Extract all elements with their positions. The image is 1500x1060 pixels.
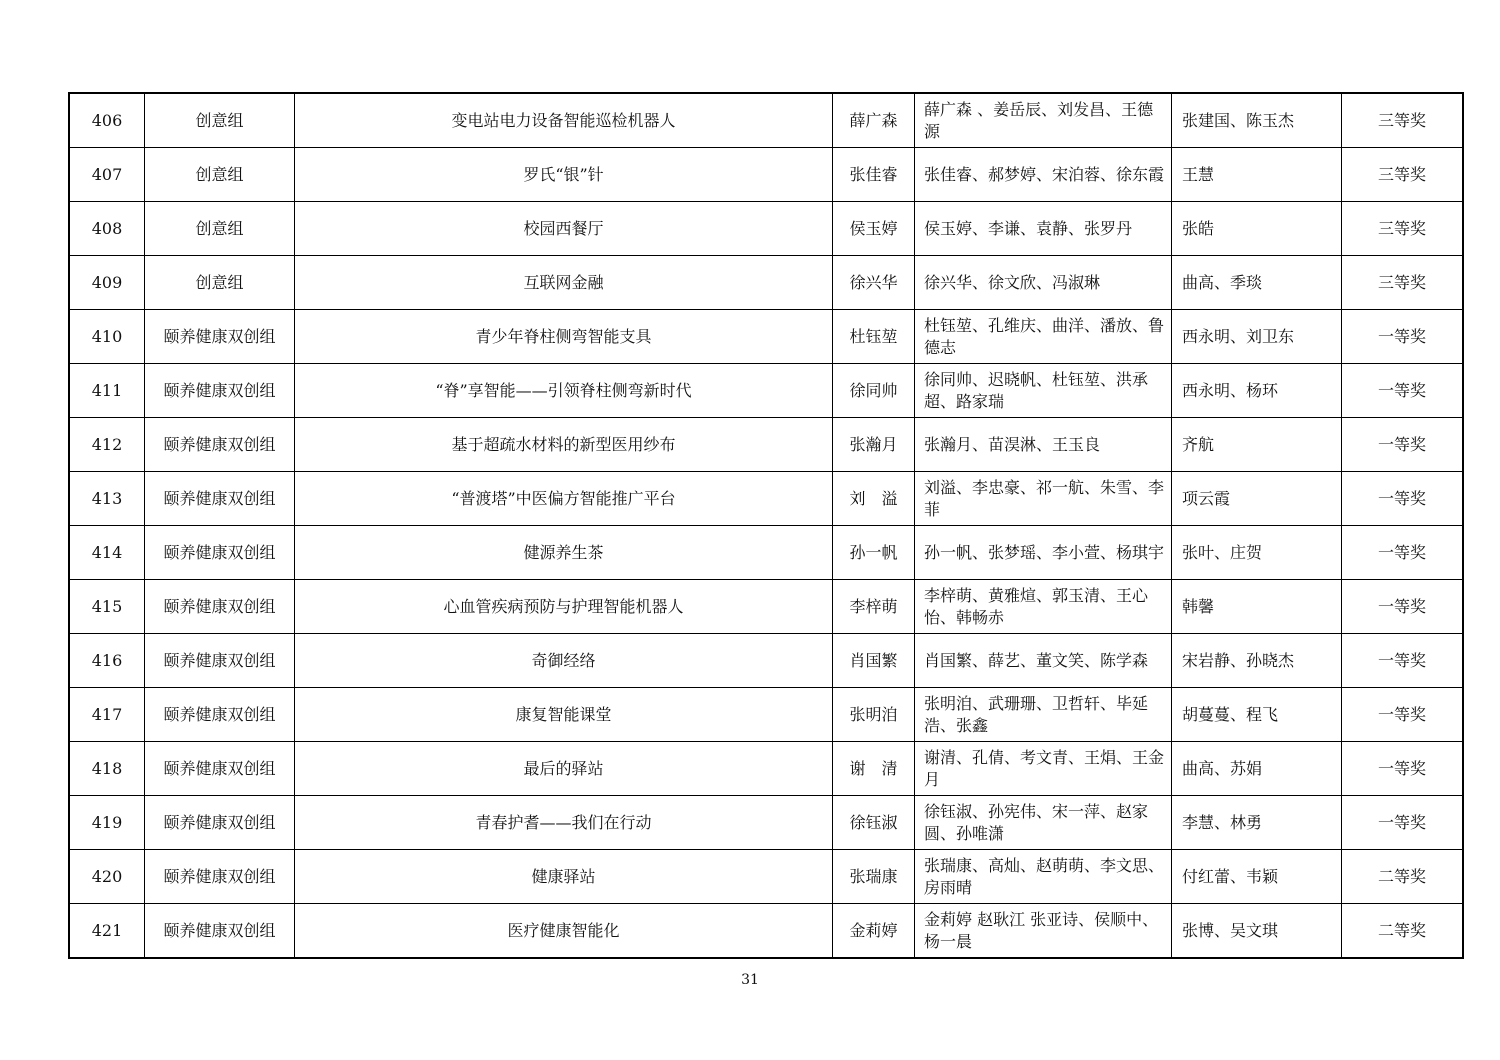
award-cell: 一等奖 [1342,364,1464,418]
table-row [69,418,1463,472]
category-cell: 颐养健康双创组 [145,634,295,688]
award-cell: 一等奖 [1342,472,1464,526]
entry-number: 407 [69,148,145,202]
category-cell: 颐养健康双创组 [145,796,295,850]
category-cell: 颐养健康双创组 [145,418,295,472]
project-name-cell: 健康驿站 [295,850,833,904]
table-row [69,526,1463,580]
advisor-cell: 王慧 [1172,148,1342,202]
entry-number: 406 [69,93,145,148]
award-cell: 三等奖 [1342,202,1464,256]
award-cell: 一等奖 [1342,310,1464,364]
category-cell: 颐养健康双创组 [145,742,295,796]
project-name-cell: “普渡塔”中医偏方智能推广平台 [295,472,833,526]
award-cell: 一等奖 [1342,688,1464,742]
leader-cell: 金莉婷 [833,904,915,959]
members-cell: 薛广森 、姜岳辰、刘发昌、王德源 [915,93,1172,148]
leader-cell: 张瑞康 [833,850,915,904]
table-row [69,472,1463,526]
project-name-cell: “脊”享智能——引领脊柱侧弯新时代 [295,364,833,418]
leader-cell: 李梓萌 [833,580,915,634]
project-name-cell: 医疗健康智能化 [295,904,833,959]
award-cell: 二等奖 [1342,904,1464,959]
page-number: 31 [741,972,759,988]
entry-number: 409 [69,256,145,310]
table-row [69,904,1463,959]
advisor-cell: 曲高、季琰 [1172,256,1342,310]
project-name-cell: 最后的驿站 [295,742,833,796]
category-cell: 创意组 [145,202,295,256]
project-name-cell: 青少年脊柱侧弯智能支具 [295,310,833,364]
leader-cell: 徐钰淑 [833,796,915,850]
members-cell: 张瀚月、苗淏淋、王玉良 [915,418,1172,472]
entry-number: 408 [69,202,145,256]
entry-number: 411 [69,364,145,418]
award-cell: 三等奖 [1342,148,1464,202]
members-cell: 徐钰淑、孙宪伟、宋一萍、赵家圆、孙唯潇 [915,796,1172,850]
members-cell: 谢清、孔倩、考文青、王焆、王金月 [915,742,1172,796]
advisor-cell: 付红蕾、韦颖 [1172,850,1342,904]
table-row [69,310,1463,364]
table-row [69,850,1463,904]
table-row [69,580,1463,634]
leader-cell: 张佳睿 [833,148,915,202]
advisor-cell: 西永明、杨环 [1172,364,1342,418]
leader-cell: 徐兴华 [833,256,915,310]
leader-cell: 侯玉婷 [833,202,915,256]
table-row [69,634,1463,688]
awards-table [68,92,1464,959]
project-name-cell: 康复智能课堂 [295,688,833,742]
entry-number: 416 [69,634,145,688]
award-cell: 一等奖 [1342,796,1464,850]
entry-number: 410 [69,310,145,364]
table-row [69,148,1463,202]
members-cell: 肖国繁、薛艺、董文笑、陈学森 [915,634,1172,688]
members-cell: 刘溢、李忠豪、祁一航、朱雪、李菲 [915,472,1172,526]
members-cell: 李梓萌、黄雅煊、郭玉清、王心怡、韩畅赤 [915,580,1172,634]
category-cell: 颐养健康双创组 [145,580,295,634]
entry-number: 418 [69,742,145,796]
entry-number: 421 [69,904,145,959]
award-cell: 一等奖 [1342,580,1464,634]
members-cell: 徐同帅、迟晓帆、杜钰堃、洪承超、路家瑞 [915,364,1172,418]
entry-number: 412 [69,418,145,472]
award-cell: 一等奖 [1342,526,1464,580]
table-row [69,742,1463,796]
leader-cell: 薛广森 [833,93,915,148]
members-cell: 张明洎、武珊珊、卫哲轩、毕延浩、张鑫 [915,688,1172,742]
awards-table-body [69,93,1463,958]
entry-number: 419 [69,796,145,850]
advisor-cell: 张皓 [1172,202,1342,256]
advisor-cell: 宋岩静、孙晓杰 [1172,634,1342,688]
leader-cell: 徐同帅 [833,364,915,418]
entry-number: 420 [69,850,145,904]
category-cell: 颐养健康双创组 [145,850,295,904]
project-name-cell: 健源养生茶 [295,526,833,580]
category-cell: 颐养健康双创组 [145,904,295,959]
advisor-cell: 张博、吴文琪 [1172,904,1342,959]
advisor-cell: 张叶、庄贺 [1172,526,1342,580]
leader-cell: 肖国繁 [833,634,915,688]
category-cell: 颐养健康双创组 [145,364,295,418]
table-row [69,93,1463,148]
advisor-cell: 张建国、陈玉杰 [1172,93,1342,148]
award-cell: 三等奖 [1342,256,1464,310]
leader-cell: 孙一帆 [833,526,915,580]
project-name-cell: 变电站电力设备智能巡检机器人 [295,93,833,148]
entry-number: 417 [69,688,145,742]
leader-cell: 谢 清 [833,742,915,796]
table-row [69,202,1463,256]
members-cell: 徐兴华、徐文欣、冯淑琳 [915,256,1172,310]
category-cell: 颐养健康双创组 [145,526,295,580]
table-row [69,796,1463,850]
entry-number: 413 [69,472,145,526]
advisor-cell: 胡蔓蔓、程飞 [1172,688,1342,742]
entry-number: 415 [69,580,145,634]
leader-cell: 杜钰堃 [833,310,915,364]
award-cell: 一等奖 [1342,742,1464,796]
award-cell: 三等奖 [1342,93,1464,148]
category-cell: 创意组 [145,148,295,202]
category-cell: 创意组 [145,93,295,148]
category-cell: 创意组 [145,256,295,310]
table-row [69,364,1463,418]
members-cell: 杜钰堃、孔维庆、曲洋、潘放、鲁德志 [915,310,1172,364]
advisor-cell: 韩馨 [1172,580,1342,634]
project-name-cell: 基于超疏水材料的新型医用纱布 [295,418,833,472]
table-row [69,256,1463,310]
members-cell: 张瑞康、高灿、赵萌萌、李文思、房雨晴 [915,850,1172,904]
entry-number: 414 [69,526,145,580]
category-cell: 颐养健康双创组 [145,310,295,364]
members-cell: 孙一帆、张梦瑶、李小萱、杨琪宇 [915,526,1172,580]
category-cell: 颐养健康双创组 [145,688,295,742]
advisor-cell: 曲高、苏娟 [1172,742,1342,796]
table-row [69,688,1463,742]
members-cell: 张佳睿、郝梦婷、宋泊蓉、徐东霞 [915,148,1172,202]
award-cell: 一等奖 [1342,634,1464,688]
project-name-cell: 互联网金融 [295,256,833,310]
project-name-cell: 奇御经络 [295,634,833,688]
project-name-cell: 心血管疾病预防与护理智能机器人 [295,580,833,634]
members-cell: 侯玉婷、李谦、袁静、张罗丹 [915,202,1172,256]
advisor-cell: 项云霞 [1172,472,1342,526]
project-name-cell: 罗氏“银”针 [295,148,833,202]
leader-cell: 张明洎 [833,688,915,742]
advisor-cell: 齐航 [1172,418,1342,472]
category-cell: 颐养健康双创组 [145,472,295,526]
advisor-cell: 李慧、林勇 [1172,796,1342,850]
leader-cell: 刘 溢 [833,472,915,526]
leader-cell: 张瀚月 [833,418,915,472]
advisor-cell: 西永明、刘卫东 [1172,310,1342,364]
award-cell: 二等奖 [1342,850,1464,904]
project-name-cell: 校园西餐厅 [295,202,833,256]
members-cell: 金莉婷 赵耿江 张亚诗、侯顺中、杨一晨 [915,904,1172,959]
project-name-cell: 青春护耆——我们在行动 [295,796,833,850]
award-cell: 一等奖 [1342,418,1464,472]
